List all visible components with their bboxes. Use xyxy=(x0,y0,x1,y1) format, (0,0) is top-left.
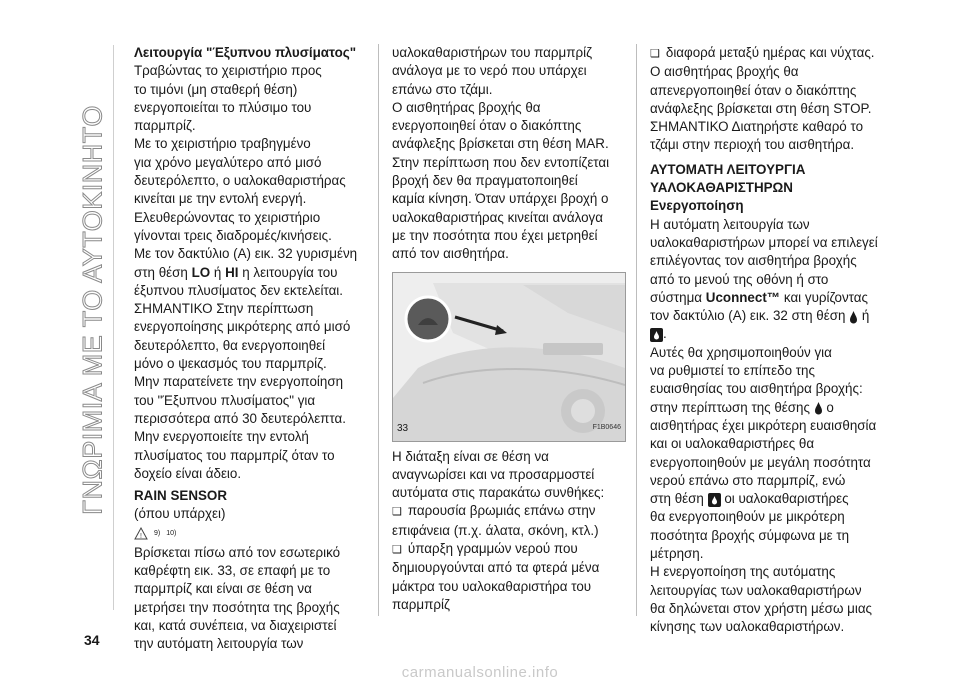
rain-sensor-text-2 xyxy=(392,44,624,264)
text-line: από το μενού της οθόνη ή στο xyxy=(650,271,829,287)
text-line: ενεργοποιείται το πλύσιμο του xyxy=(134,99,312,115)
text-line: ανάλογα με το νερό που υπάρχει xyxy=(392,63,587,79)
figure-number: 33 xyxy=(397,423,409,435)
text-line: να ρυθμιστεί το επίπεδο της xyxy=(650,363,815,379)
text-line: Ελευθερώνοντας το χειριστήριο xyxy=(134,209,321,225)
text-line: ανάφλεξης βρίσκεται στη θέση MAR. xyxy=(392,136,609,152)
text-line: υαλοκαθαριστήρας κινείται ανάλογα xyxy=(392,209,603,225)
text-line: παρμπρίζ και είναι σε θέση να xyxy=(134,581,312,597)
sensitivity-low-icon xyxy=(849,310,858,324)
smart-wash-heading: Λειτουργία "Έξυπνου πλυσίματος" xyxy=(134,45,357,60)
page-number: 34 xyxy=(84,632,100,648)
text-line: Η διάταξη είναι σε θέση να xyxy=(392,448,549,464)
column-divider-2 xyxy=(636,44,637,616)
text-line: Η αυτόματη λειτουργία των xyxy=(650,216,810,232)
text-line: ΣΗΜΑΝΤΙΚΟ Διατηρήστε καθαρό το xyxy=(650,119,864,135)
sensitivity-text-2 xyxy=(650,417,882,490)
hi-label: HI xyxy=(225,264,239,280)
side-chapter-title: ΓΝΩΡΙΜΙΑ ΜΕ ΤΟ ΑΥΤΟΚΙΝΗΤΟ xyxy=(77,105,108,515)
text-line: υαλοκαθαριστήρων μπορεί να επιλεγεί xyxy=(650,234,878,250)
activation-text-2 xyxy=(650,508,882,636)
note-ref-1: 9) xyxy=(154,529,161,537)
text-line: του "Έξυπνου πλυσίματος" για xyxy=(134,392,316,408)
text-line: επιφάνεια (π.χ. άλατα, σκόνη, κτλ.) xyxy=(392,522,599,538)
side-divider xyxy=(113,45,114,610)
text-line: επιλέγοντας τον αισθητήρα βροχής xyxy=(650,253,857,269)
text-line: αναγνωρίσει και να προσαρμοστεί xyxy=(392,466,595,482)
conditions-intro xyxy=(392,448,624,503)
text-line: υαλοκαθαριστήρων του παρμπρίζ xyxy=(392,45,592,60)
lo-label: LO xyxy=(191,264,211,280)
bullet-dirt xyxy=(392,502,624,540)
text-line: Τραβώντας το χειριστήριο προς xyxy=(134,63,322,79)
text-line: ευαισθησίας του αισθητήρα βροχής: xyxy=(650,381,863,397)
column-1 xyxy=(134,44,366,654)
text-line: Με τον δακτύλιο (A) εικ. 32 γυρισμένη xyxy=(134,246,358,262)
text-line: το τιμόνι (μη σταθερή θέση) xyxy=(134,81,298,97)
text-line: δευτερόλεπτο, ο υαλοκαθαριστήρας xyxy=(134,173,346,189)
sensitivity-high-icon xyxy=(650,328,663,342)
text-line: Στην περίπτωση που δεν εντοπίζεται xyxy=(392,154,610,170)
case-line: στην περίπτωση της θέσης ο xyxy=(650,399,834,415)
text-line: θα ενεργοποιηθούν με μικρότερη xyxy=(650,509,845,525)
text-line: για χρόνο μεγαλύτερο από μισό xyxy=(134,154,322,170)
sensitivity-text xyxy=(650,344,882,399)
position-line: στη θέση οι υαλοκαθαριστήρες xyxy=(650,491,849,507)
text-line: ❑ ύπαρξη γραμμών νερού που xyxy=(392,540,624,559)
svg-text:!: ! xyxy=(140,533,142,541)
text-line: Με το χειριστήριο τραβηγμένο xyxy=(134,136,311,152)
text-line: Μην ενεργοποιείτε την εντολή xyxy=(134,429,309,445)
text-line: Ο αισθητήρας βροχής θα xyxy=(650,64,799,80)
text-line: ενεργοποιηθεί όταν ο διακόπτης xyxy=(392,118,582,134)
activation-text-1 xyxy=(650,216,882,289)
text-line: ποσότητα βροχής σύμφωνα με τη xyxy=(650,527,850,543)
text-line: δευτερόλεπτο, θα ενεργοποιηθεί xyxy=(134,337,326,353)
note-references xyxy=(134,526,366,542)
uconnect-line: σύστημα Uconnect™ και γυρίζοντας xyxy=(650,289,868,305)
watermark: carmanualsonline.info xyxy=(401,664,559,681)
text-line: ΣΗΜΑΝΤΙΚΟ Στην περίπτωση xyxy=(134,301,314,317)
text-line: έξυπνου πλυσίματος δεν εκτελείται. xyxy=(134,282,344,298)
text-line: επάνω στο τζάμι. xyxy=(392,81,493,97)
text-line: και οι υαλοκαθαριστήρες θα xyxy=(650,436,815,452)
text-line: ❑ παρουσία βρωμιάς επάνω στην xyxy=(392,502,624,521)
uconnect-label: Uconnect™ xyxy=(705,289,781,305)
auto-heading-line-1: ΑΥΤΟΜΑΤΗ ΛΕΙΤΟΥΡΓΙΑ xyxy=(650,161,806,177)
auto-heading-line-2: ΥΑΛΟΚΑΘΑΡΙΣΤΗΡΩΝ xyxy=(650,180,793,196)
text-line: νερού επάνω στο παρμπρίζ, ενώ xyxy=(650,472,846,488)
text-line: πλυσίματος του παρμπρίζ όταν το xyxy=(134,447,335,463)
text-line: ανάφλεξης βρίσκεται στη θέση STOP. xyxy=(650,100,872,116)
text-line: θα δηλώνεται στον χρήστη μέσω μιας xyxy=(650,600,873,616)
rain-sensor-heading: RAIN SENSOR xyxy=(134,488,228,504)
rain-sensor-text xyxy=(134,544,366,654)
ring-line: τον δακτύλιο (A) εικ. 32 στη θέση ή xyxy=(650,308,870,324)
text-line: ενεργοποιηθούν με μεγάλη ποσότητα xyxy=(650,454,871,470)
text-line: περισσότερα από 30 δευτερόλεπτα. xyxy=(134,410,346,426)
text-line: βροχή δεν θα πραγματοποιηθεί xyxy=(392,173,578,189)
text-line: και, κατά συνέπεια, να διαχειριστεί xyxy=(134,617,337,633)
warning-icon xyxy=(134,527,148,540)
text-line: μέτρηση. xyxy=(650,546,704,562)
column-3 xyxy=(650,44,882,637)
text-line: τζάμι στην περιοχή του αισθητήρα. xyxy=(650,137,855,153)
text-line: Μην παρατείνετε την ενεργοποίηση xyxy=(134,374,344,390)
text-line: Αυτές θα χρησιμοποιηθούν για xyxy=(650,344,832,360)
figure-33 xyxy=(392,272,626,442)
sensitivity-high-icon xyxy=(708,493,721,507)
text-line: Η ενεργοποίηση της αυτόματης xyxy=(650,564,836,580)
smart-wash-text-1 xyxy=(134,62,366,263)
bullet-water-streaks xyxy=(392,540,624,614)
text-line: παρμπρίζ xyxy=(392,596,450,612)
text-line: την αυτόματη λειτουργία των xyxy=(134,636,304,652)
text-line: από τον αισθητήρα. xyxy=(392,246,509,262)
text-line: Ο αισθητήρας βροχής θα xyxy=(392,99,541,115)
text-line: γίνονται τρεις διαδρομές/κινήσεις. xyxy=(134,227,332,243)
text-line: καθρέφτη εικ. 33, σε επαφή με το xyxy=(134,563,331,579)
text-line: Βρίσκεται πίσω από τον εσωτερικό xyxy=(134,544,341,560)
note-ref-2: 10) xyxy=(166,529,177,537)
rain-sensor-subtitle: (όπου υπάρχει) xyxy=(134,506,226,522)
ring-line-2: . xyxy=(650,325,882,343)
text-line: μόνο ο ψεκασμός του παρμπρίζ. xyxy=(134,356,327,372)
sensor-off-text xyxy=(650,63,882,154)
text-line: κινείται με την εντολή ενεργή. xyxy=(134,191,307,207)
car-windshield-illustration xyxy=(393,273,625,441)
sensitivity-low-icon xyxy=(814,401,823,415)
bullet-day-night: ❑ διαφορά μεταξύ ημέρας και νύχτας. xyxy=(650,44,882,63)
text-line: δημιουργούνται από τα φτερά μένα xyxy=(392,560,600,576)
text-line: μετρήσει την ποσότητα της βροχής xyxy=(134,599,340,615)
text-line: δοχείο είναι άδειο. xyxy=(134,465,242,481)
text-line: παρμπρίζ. xyxy=(134,118,196,134)
text-line: λειτουργίας των υαλοκαθαριστήρων xyxy=(650,582,862,598)
smart-wash-text-2 xyxy=(134,282,366,483)
text-line: μάκτρα του υαλοκαθαριστήρα του xyxy=(392,578,592,594)
column-divider-1 xyxy=(378,44,379,616)
activation-heading: Ενεργοποίηση xyxy=(650,198,744,214)
text-line: με την ποσότητα που έχει μετρηθεί xyxy=(392,227,598,243)
text-line: αυτόματα στις παρακάτω συνθήκες: xyxy=(392,485,605,501)
text-line: απενεργοποιηθεί όταν ο διακόπτης xyxy=(650,82,857,98)
text-line: καμία κίνηση. Όταν υπάρχει βροχή ο xyxy=(392,191,609,207)
ring-position-line: στη θέση LO ή HI η λειτουργία του xyxy=(134,264,338,280)
text-line: αισθητήρας έχει μικρότερη ευαισθησία xyxy=(650,417,877,433)
figure-code: F1B0646 xyxy=(592,424,621,432)
text-line: κίνησης των υαλοκαθαριστήρων. xyxy=(650,619,845,635)
column-2 xyxy=(392,44,624,614)
text-line: ενεργοποίησης μικρότερης από μισό xyxy=(134,319,351,335)
